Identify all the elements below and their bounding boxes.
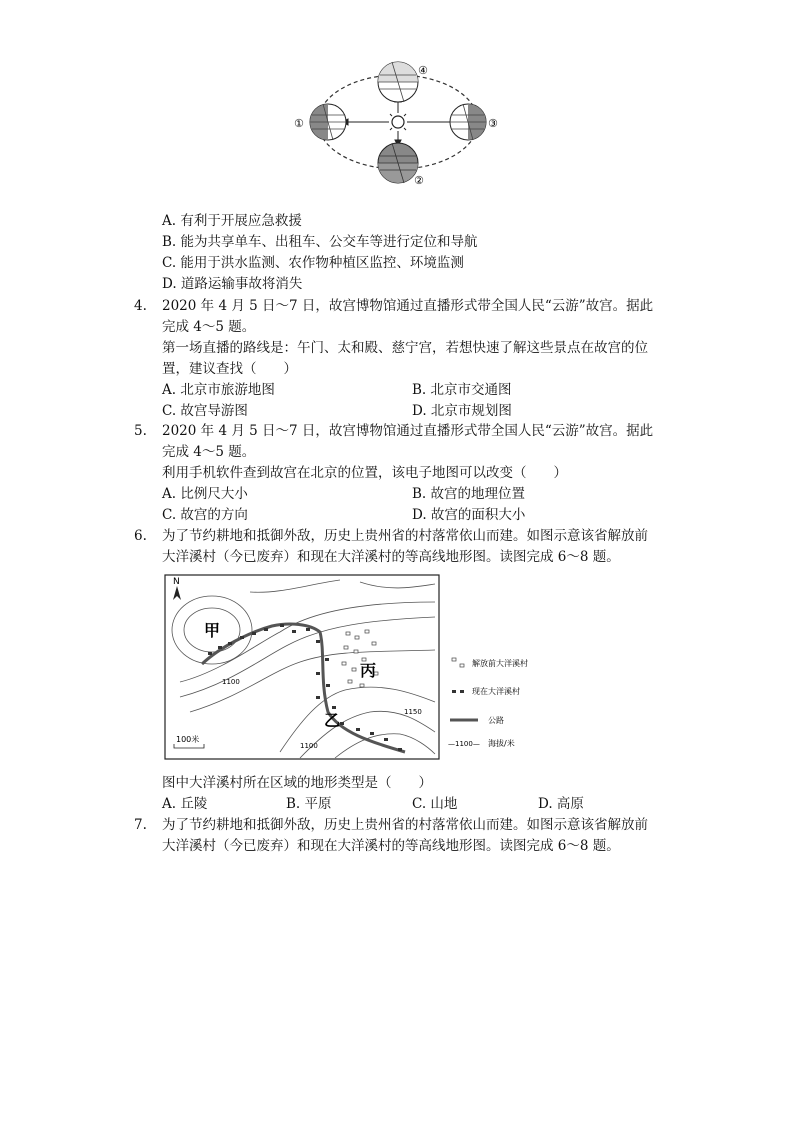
q4-option-c[interactable]: C. 故宫导游图 xyxy=(162,403,248,419)
legend-elevation: 海拔/米 xyxy=(488,739,515,748)
contour-label-1100b: 1100 xyxy=(300,742,318,750)
sun-icon xyxy=(386,110,410,134)
svg-text:N: N xyxy=(173,577,180,587)
q5-stem-line2: 完成 4～5 题。 xyxy=(162,444,256,460)
q4-question-line1: 第一场直播的路线是：午门、太和殿、慈宁宫，若想快速了解这些景点在故宫的位 xyxy=(162,340,648,356)
legend-road: 公路 xyxy=(488,716,504,725)
q4-number: 4. xyxy=(134,298,147,314)
legend-contour-sample: —1100— xyxy=(448,740,480,748)
q3-option-d[interactable]: D. 道路运输事故将消失 xyxy=(162,276,303,292)
q3-option-b[interactable]: B. 能为共享单车、出租车、公交车等进行定位和导航 xyxy=(162,234,478,250)
earth-3 xyxy=(450,104,486,140)
q4-option-d[interactable]: D. 北京市规划图 xyxy=(412,403,512,419)
q4-stem-line1: 2020 年 4 月 5 日～7 日，故宫博物馆通过直播形式带全国人民“云游”故宫。据此 xyxy=(162,298,654,314)
orbit-label-1: ① xyxy=(294,117,304,130)
earth-orbit-figure xyxy=(290,60,500,188)
earth-2 xyxy=(378,143,418,183)
q6-option-c[interactable]: C. 山地 xyxy=(412,796,458,812)
place-jia: 甲 xyxy=(204,621,221,640)
orbit-label-2: ② xyxy=(414,174,424,187)
q4-option-b[interactable]: B. 北京市交通图 xyxy=(412,382,512,398)
q5-question-line1: 利用手机软件查到故宫在北京的位置，该电子地图可以改变（ ） xyxy=(162,465,567,481)
q6-question-line1: 图中大洋溪村所在区域的地形类型是（ ） xyxy=(162,775,432,791)
q6-option-b[interactable]: B. 平原 xyxy=(286,796,332,812)
contour-label-1150: 1150 xyxy=(404,708,422,716)
place-yi: 乙 xyxy=(324,711,341,730)
q5-option-a[interactable]: A. 比例尺大小 xyxy=(162,486,248,502)
q6-number: 6. xyxy=(134,528,147,544)
legend-former-village: 解放前大洋溪村 xyxy=(472,659,528,668)
q7-number: 7. xyxy=(134,817,147,833)
contour-label-1100a: 1100 xyxy=(222,678,240,686)
q6-stem-line2: 大洋溪村（今已废弃）和现在大洋溪村的等高线地形图。读图完成 6～8 题。 xyxy=(162,549,620,565)
q5-option-b[interactable]: B. 故宫的地理位置 xyxy=(412,486,526,502)
q4-question-line2: 置，建议查找（ ） xyxy=(162,361,297,377)
q4-option-a[interactable]: A. 北京市旅游地图 xyxy=(162,382,275,398)
q4-stem-line2: 完成 4～5 题。 xyxy=(162,319,256,335)
q6-stem-line1: 为了节约耕地和抵御外敌，历史上贵州省的村落常依山而建。如图示意该省解放前 xyxy=(162,528,648,544)
contour-map xyxy=(160,572,550,768)
q3-option-c[interactable]: C. 能用于洪水监测、农作物种植区监控、环境监测 xyxy=(162,255,464,271)
q5-stem-line1: 2020 年 4 月 5 日～7 日，故宫博物馆通过直播形式带全国人民“云游”故宫。据此 xyxy=(162,423,654,439)
q3-option-a[interactable]: A. 有利于开展应急救援 xyxy=(162,213,302,229)
place-bing: 丙 xyxy=(360,661,377,680)
orbit-label-4: ④ xyxy=(418,64,428,77)
map-legend xyxy=(448,658,528,748)
q6-option-d[interactable]: D. 高原 xyxy=(538,796,584,812)
orbit-label-3: ③ xyxy=(488,117,498,130)
q5-number: 5. xyxy=(134,423,147,439)
earth-4 xyxy=(378,62,418,102)
q5-option-c[interactable]: C. 故宫的方向 xyxy=(162,507,248,523)
svg-text:100米: 100米 xyxy=(176,735,200,744)
q7-stem-line1: 为了节约耕地和抵御外敌，历史上贵州省的村落常依山而建。如图示意该省解放前 xyxy=(162,817,648,833)
earth-1 xyxy=(310,104,346,140)
q6-option-a[interactable]: A. 丘陵 xyxy=(162,796,208,812)
legend-current-village: 现在大洋溪村 xyxy=(472,687,520,696)
q7-stem-line2: 大洋溪村（今已废弃）和现在大洋溪村的等高线地形图。读图完成 6～8 题。 xyxy=(162,838,620,854)
q5-option-d[interactable]: D. 故宫的面积大小 xyxy=(412,507,526,523)
